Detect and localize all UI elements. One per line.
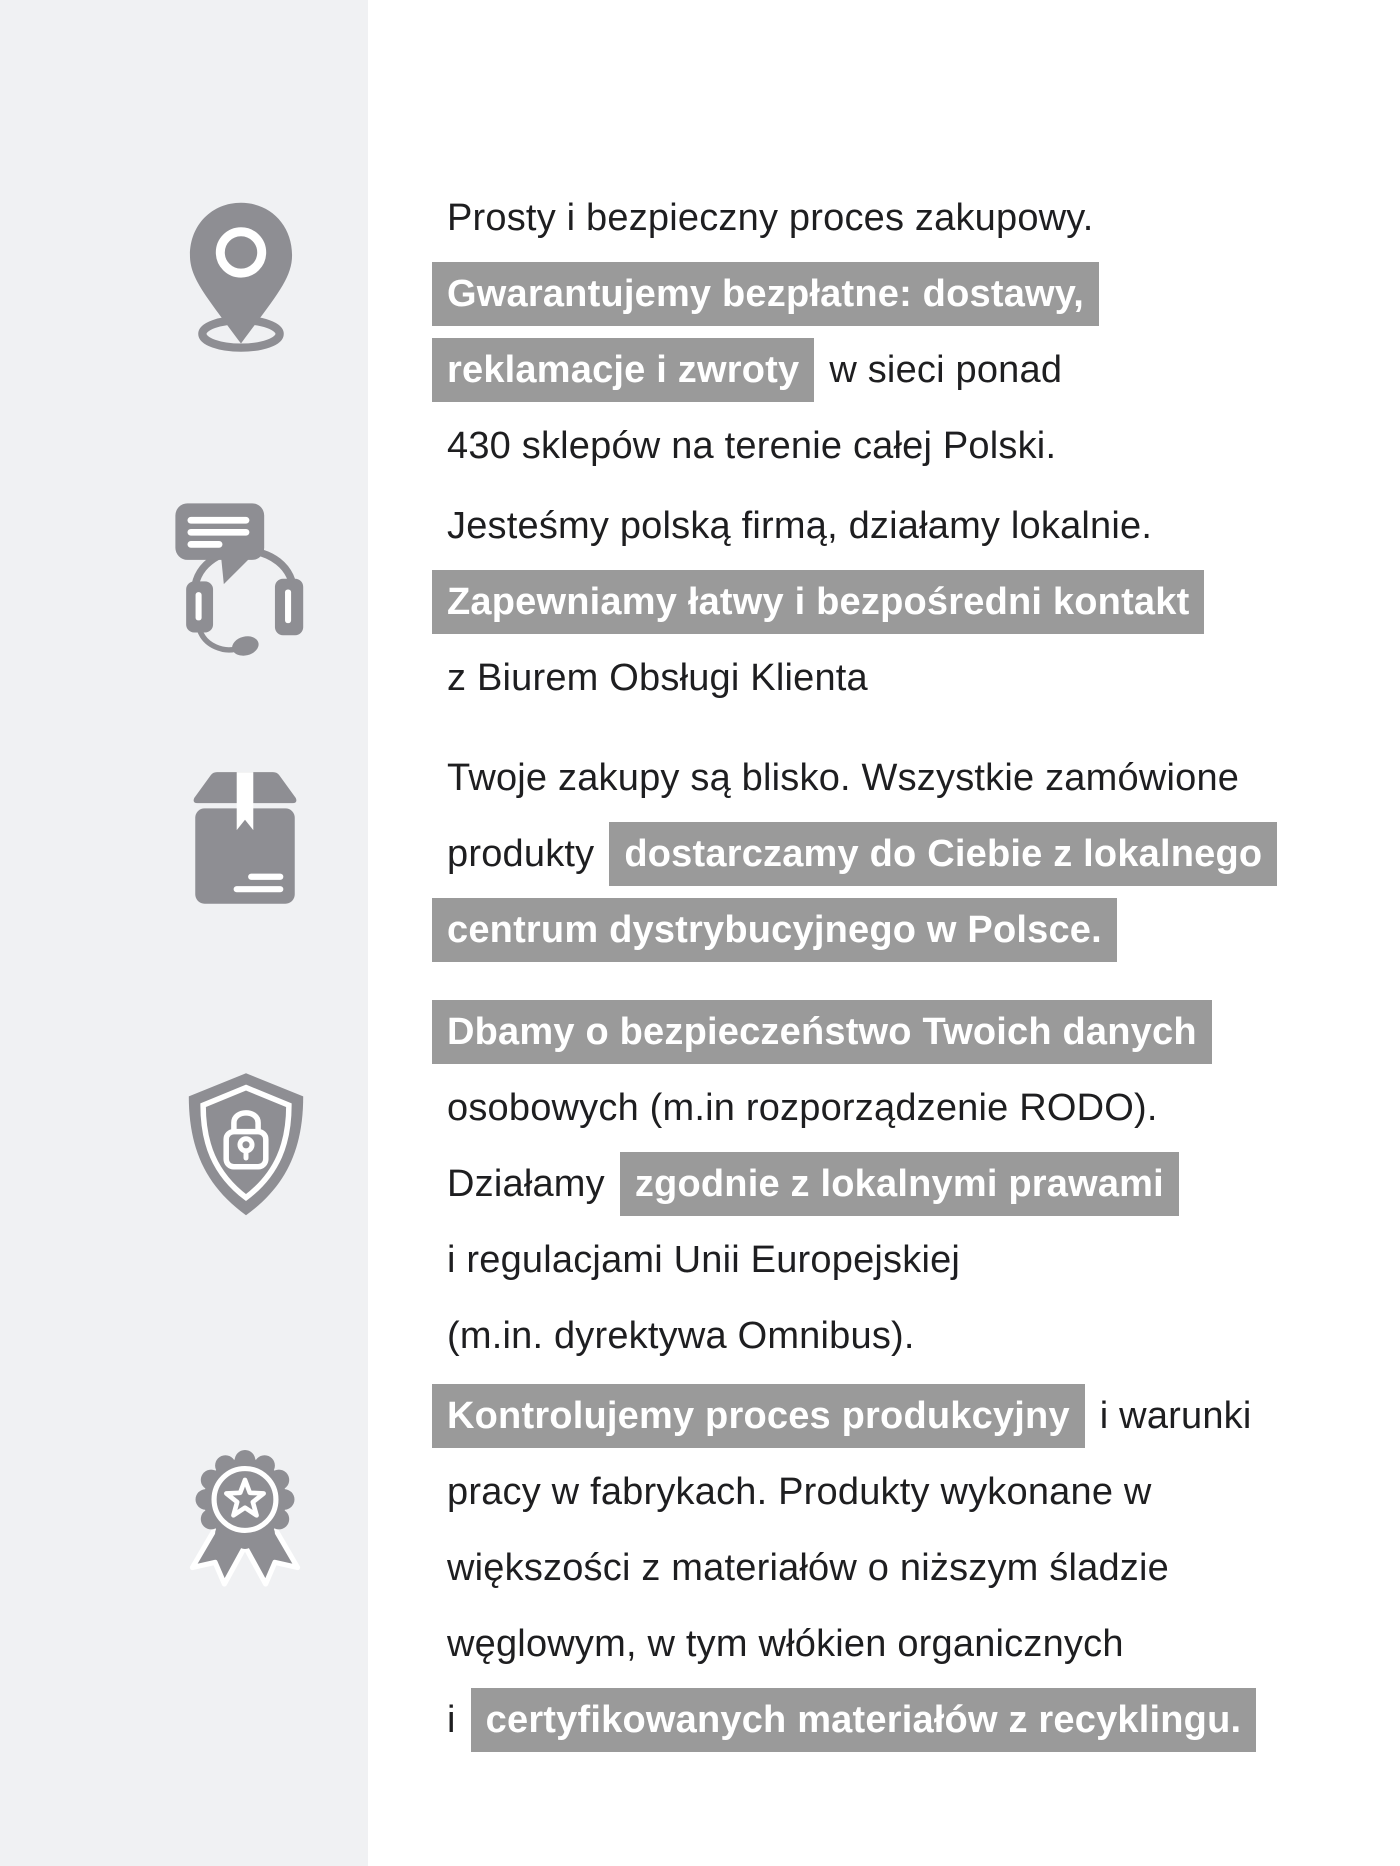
- plain-text: (m.in. dyrektywa Omnibus).: [447, 1314, 915, 1357]
- plain-text: z Biurem Obsługi Klienta: [447, 656, 868, 699]
- highlighted-text: Zapewniamy łatwy i bezpośredni kontakt: [432, 570, 1204, 634]
- text-line: [432, 338, 1400, 402]
- plain-text: i: [447, 1698, 456, 1741]
- customer-support-icon: [170, 498, 318, 659]
- text-line: [432, 186, 1400, 250]
- text-line: [432, 646, 1400, 710]
- section-local-delivery: [432, 746, 1400, 974]
- section-customer-support: [432, 494, 1400, 722]
- plain-text: pracy w fabrykach. Produkty wykonane w: [447, 1470, 1152, 1513]
- highlighted-text: Gwarantujemy bezpłatne: dostawy,: [432, 262, 1099, 326]
- highlighted-text: Dbamy o bezpieczeństwo Twoich danych: [432, 1000, 1212, 1064]
- text-line: [432, 494, 1400, 558]
- plain-text: większości z materiałów o niższym śladzie: [447, 1546, 1169, 1589]
- shield-lock-icon: [180, 1070, 312, 1220]
- plain-text: w sieci ponad: [829, 348, 1063, 391]
- plain-text: 430 sklepów na terenie całej Polski.: [447, 424, 1057, 467]
- text-line: [432, 822, 1400, 886]
- highlighted-text: reklamacje i zwroty: [432, 338, 814, 402]
- plain-text: i regulacjami Unii Europejskiej: [447, 1238, 961, 1281]
- plain-text: Twoje zakupy są blisko. Wszystkie zamówione: [447, 756, 1240, 799]
- plain-text: Jesteśmy polską firmą, działamy lokalnie.: [447, 504, 1153, 547]
- section-text: [432, 1384, 1400, 1752]
- text-line: [432, 1152, 1400, 1216]
- plain-text: i warunki: [1099, 1394, 1252, 1437]
- text-line: [432, 1536, 1400, 1600]
- highlighted-text: Kontrolujemy proces produkcyjny: [432, 1384, 1085, 1448]
- text-line: [432, 1460, 1400, 1524]
- text-line: [432, 262, 1400, 326]
- highlighted-text: centrum dystrybucyjnego w Polsce.: [432, 898, 1117, 962]
- text-line: [432, 1384, 1400, 1448]
- highlighted-text: certyfikowanych materiałów z recyklingu.: [471, 1688, 1257, 1752]
- section-production-control: [432, 1384, 1400, 1764]
- text-line: [432, 414, 1400, 478]
- text-line: [432, 570, 1400, 634]
- text-line: [432, 746, 1400, 810]
- text-line: [432, 898, 1400, 962]
- plain-text: produkty: [447, 832, 595, 875]
- text-line: [432, 1304, 1400, 1368]
- text-line: [432, 1688, 1400, 1752]
- highlighted-text: zgodnie z lokalnymi prawami: [620, 1152, 1179, 1216]
- highlighted-text: dostarczamy do Ciebie z lokalnego: [609, 822, 1277, 886]
- section-data-security: [432, 1000, 1400, 1380]
- text-line: [432, 1000, 1400, 1064]
- section-text: [432, 746, 1400, 962]
- text-line: [432, 1228, 1400, 1292]
- section-shopping-process: [432, 186, 1400, 490]
- section-text: [432, 1000, 1400, 1368]
- section-text: [432, 186, 1400, 478]
- plain-text: węglowym, w tym włókien organicznych: [447, 1622, 1124, 1665]
- award-ribbon-icon: [178, 1450, 312, 1603]
- plain-text: osobowych (m.in rozporządzenie RODO).: [447, 1086, 1158, 1129]
- text-line: [432, 1076, 1400, 1140]
- text-line: [432, 1612, 1400, 1676]
- package-icon: [188, 770, 302, 907]
- plain-text: Działamy: [447, 1162, 605, 1205]
- plain-text: Prosty i bezpieczny proces zakupowy.: [447, 196, 1094, 239]
- section-text: [432, 494, 1400, 710]
- location-pin-icon: [172, 200, 310, 359]
